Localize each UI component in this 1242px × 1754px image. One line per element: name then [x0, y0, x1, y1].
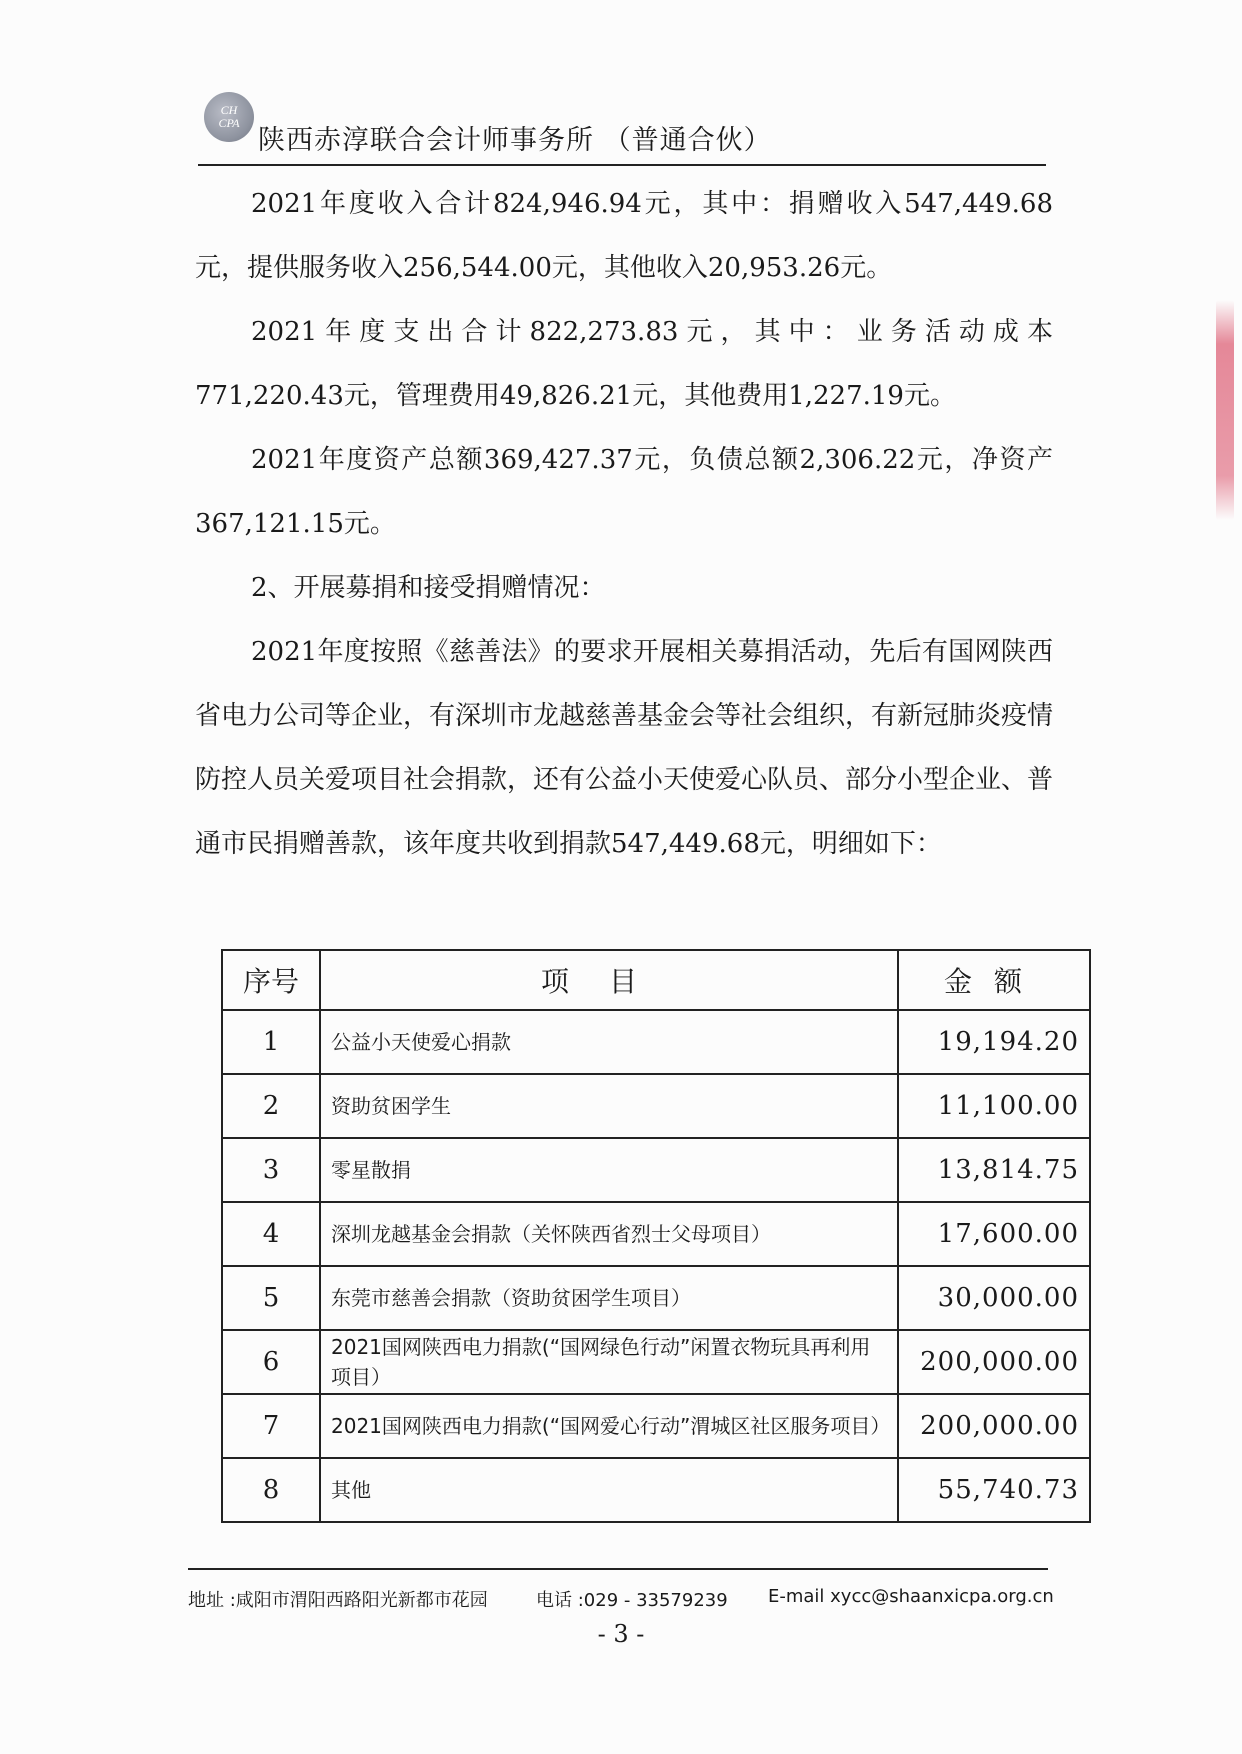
- logo-text-bottom: CPA: [218, 116, 240, 130]
- table-row: [222, 1074, 1090, 1138]
- assets-text: 2021年度资产总额369,427.37元，负债总额2,306.22元，净资产367,121.15元。: [195, 445, 1053, 539]
- row-no: 7: [222, 1394, 320, 1458]
- row-item: 2021国网陕西电力捐款(“国网爱心行动”渭城区社区服务项目）: [320, 1394, 898, 1458]
- header-amount: 金额: [898, 950, 1090, 1010]
- header-seq: 序号: [222, 950, 320, 1010]
- table-row: [222, 1458, 1090, 1522]
- row-item: 其他: [320, 1458, 898, 1522]
- table-row: [222, 1010, 1090, 1074]
- donation-text: 2021年度按照《慈善法》的要求开展相关募捐活动，先后有国网陕西省电力公司等企业，有深圳市龙越慈善基金会等社会组织，有新冠肺炎疫情防控人员关爱项目社会捐款，还有公益小天使爱心队员、部分小型企业、普通市民捐赠善款，该年度共收到捐款547,449.68元，明细如下：: [195, 637, 1054, 859]
- expense-text: 2021年度支出合计822,273.83元，其中：业务活动成本771,220.43元，管理费用49,826.21元，其他费用1,227.19元。: [195, 317, 1053, 411]
- firm-logo: [204, 92, 254, 142]
- table-row: [222, 1394, 1090, 1458]
- row-no: 5: [222, 1266, 320, 1330]
- row-amount: 200,000.00: [898, 1394, 1090, 1458]
- table-header-row: [222, 950, 1090, 1010]
- row-no: 6: [222, 1330, 320, 1394]
- table-row: [222, 1330, 1090, 1394]
- logo-text-top: CH: [220, 103, 238, 117]
- table-row: [222, 1138, 1090, 1202]
- donation-table: [221, 949, 1091, 1523]
- section-heading-text: 2、开展募捐和接受捐赠情况：: [251, 573, 606, 603]
- row-no: 4: [222, 1202, 320, 1266]
- row-no: 3: [222, 1138, 320, 1202]
- table-row: [222, 1266, 1090, 1330]
- row-item: 东莞市慈善会捐款（资助贫困学生项目）: [320, 1266, 898, 1330]
- row-amount: 200,000.00: [898, 1330, 1090, 1394]
- footer-divider: [188, 1568, 1048, 1570]
- footer-address: 地址 :咸阳市渭阳西路阳光新都市花园: [188, 1590, 488, 1611]
- row-no: 1: [222, 1010, 320, 1074]
- row-no: 2: [222, 1074, 320, 1138]
- income-paragraph: [195, 172, 1053, 300]
- row-amount: 17,600.00: [898, 1202, 1090, 1266]
- row-amount: 30,000.00: [898, 1266, 1090, 1330]
- row-amount: 13,814.75: [898, 1138, 1090, 1202]
- donation-paragraph: [195, 620, 1053, 876]
- row-item: 公益小天使爱心捐款: [320, 1010, 898, 1074]
- footer-phone: 电话 :029 - 33579239: [536, 1590, 728, 1611]
- footer-email[interactable]: E-mail xycc@shaanxicpa.org.cn: [768, 1586, 1054, 1607]
- row-item: 2021国网陕西电力捐款(“国网绿色行动”闲置衣物玩具再利用项目）: [320, 1330, 898, 1394]
- firm-name: 陕西赤淳联合会计师事务所 （普通合伙）: [258, 125, 772, 156]
- table-row: [222, 1202, 1090, 1266]
- row-no: 8: [222, 1458, 320, 1522]
- seal-stamp-edge: [1216, 300, 1234, 520]
- page-number: - 3 -: [597, 1620, 645, 1648]
- row-amount: 55,740.73: [898, 1458, 1090, 1522]
- row-item: 资助贫困学生: [320, 1074, 898, 1138]
- header-divider: [198, 164, 1046, 166]
- income-text: 2021年度收入合计824,946.94元，其中：捐赠收入547,449.68元，提供服务收入256,544.00元，其他收入20,953.26元。: [195, 189, 1053, 283]
- expense-paragraph: [195, 300, 1053, 428]
- row-amount: 11,100.00: [898, 1074, 1090, 1138]
- row-item: 深圳龙越基金会捐款（关怀陕西省烈士父母项目）: [320, 1202, 898, 1266]
- row-amount: 19,194.20: [898, 1010, 1090, 1074]
- header-item: 项目: [320, 950, 898, 1010]
- assets-paragraph: [195, 428, 1053, 556]
- section-heading: [195, 556, 1053, 620]
- row-item: 零星散捐: [320, 1138, 898, 1202]
